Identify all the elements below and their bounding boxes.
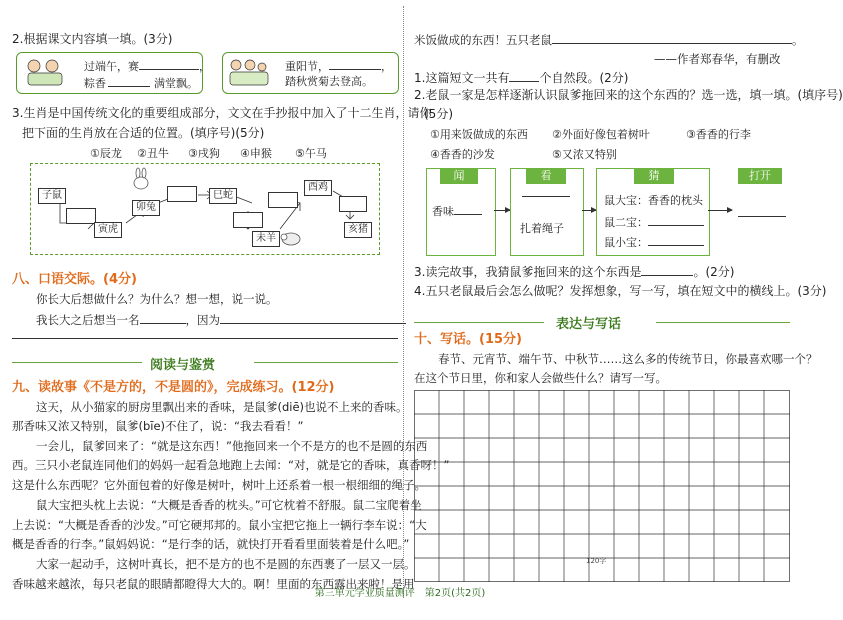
blank-2[interactable] — [108, 75, 150, 87]
story-p9: 大家一起动手，这树叶真长，把不是方的也不是圆的东西裹了一层又一层。 — [36, 557, 416, 571]
q1-blank[interactable] — [509, 70, 539, 82]
q2r-line2: (5分) — [424, 107, 453, 121]
flow-arrow-2 — [582, 210, 596, 211]
chain-blank-3[interactable] — [233, 212, 263, 228]
story-attribution: ——作者郑春华，有删改 — [654, 52, 781, 66]
s8-blank-1[interactable] — [140, 312, 186, 324]
flow-dabao: 鼠大宝：香香的枕头 — [604, 194, 703, 207]
q3-line1: 3.生肖是中国传统文化的重要组成部分，文文在手抄报中加入了十二生肖，请你 — [12, 106, 432, 120]
opt-2: ②外面好像包着树叶 — [552, 128, 650, 141]
section-8-title: 八、口语交际。(4分) — [12, 272, 137, 287]
kids-illustration — [22, 56, 66, 88]
flow-erbao: 鼠二宝： — [604, 216, 648, 229]
flow-header-guess: 猜 — [634, 168, 674, 184]
section-10-title: 十、写话。(15分) — [414, 332, 522, 347]
page-footer: 第三单元学业质量测评 第2页(共2页) — [314, 588, 486, 599]
flow-blank-1[interactable] — [454, 203, 482, 215]
writing-grid[interactable] — [414, 390, 790, 582]
q4r-text: 4.五只老鼠最后会怎么做呢？发挥想象，写一写，填在短文中的横线上。(3分) — [414, 284, 827, 298]
story-p10: 香味越来越浓，每只老鼠的眼睛都瞪得大大的。啊！里面的东西露出来啦！是用 — [12, 577, 415, 591]
q1-text: 1.这篇短文一共有 — [414, 71, 510, 85]
q3-line2: 把下面的生肖放在合适的位置。(填序号)(5分) — [22, 126, 265, 140]
q3r-blank[interactable] — [641, 264, 693, 276]
chain-yinhu: 寅虎 — [94, 222, 122, 238]
flow-xiangwei: 香味 — [432, 205, 454, 218]
q2-title: 2.根据课文内容填一填。(3分) — [12, 32, 173, 46]
box1-line1: 过端午，赛 — [84, 60, 139, 73]
blank-1[interactable] — [139, 58, 199, 70]
flow-blank-2[interactable] — [522, 196, 570, 197]
chain-haizhu: 亥猪 — [344, 222, 372, 238]
story-p5: 这是什么东西呢？它外面包着的好像是树叶，树叶上还系着一根一根细细的绳子。 — [12, 478, 426, 492]
sheep-icon — [280, 230, 302, 248]
chain-blank-2[interactable] — [167, 186, 197, 202]
story-p2: 那香味又浓又特别，鼠爹(bīe)不住了，说：“我去看看！” — [12, 419, 304, 433]
box1-line2a: 粽香 — [84, 77, 106, 90]
q3-option-1: ①辰龙 — [90, 147, 122, 160]
flow-header-open: 打开 — [738, 168, 782, 184]
flow-kunzhe: 扎着绳子 — [520, 222, 564, 235]
chain-zishu: 子鼠 — [38, 188, 66, 204]
grid-count-mark: 120字 — [586, 557, 607, 565]
opt-5: ⑤又浓又特别 — [552, 148, 617, 161]
chain-youji: 酉鸡 — [304, 180, 332, 196]
q3-option-2: ②丑牛 — [137, 147, 169, 160]
banner-writing: 表达与写话 — [556, 317, 622, 332]
q3-option-4: ④申猴 — [240, 147, 272, 160]
chain-blank-5[interactable] — [339, 196, 367, 212]
s8-line2b: ，因为 — [185, 313, 220, 327]
flow-header-look: 看 — [526, 168, 566, 184]
opt-3: ③香香的行李 — [686, 128, 751, 141]
story-p4: 西。三只小老鼠连同他们的妈妈一起看急地跑上去闻：“对，就是它的香味，真香呀！” — [12, 458, 450, 472]
chain-blank-4[interactable] — [268, 192, 298, 208]
flow-xiaobao: 鼠小宝： — [604, 236, 648, 249]
story-p7: 上去说：“大概是香香的沙发。”可它硬邦邦的。鼠小宝把它拖上一辆行李车说：“大 — [12, 518, 427, 532]
story-p1: 这天，从小猫家的厨房里飘出来的香味，是鼠爹(diē)也说不上来的香味。 — [36, 400, 408, 414]
box1-line2b: 满堂飘。 — [154, 77, 198, 90]
story-p6: 鼠大宝把头枕上去说：“大概是香香的枕头。”可它枕着不舒服。鼠二宝爬着坐 — [36, 498, 422, 512]
opt-4: ④香香的沙发 — [430, 148, 495, 161]
chain-maotu: 卯兔 — [132, 200, 160, 216]
banner-reading: 阅读与鉴赏 — [150, 358, 216, 373]
chain-blank-1[interactable] — [66, 208, 96, 224]
story-continuation: 米饭做成的东西！五只老鼠 — [414, 33, 552, 47]
flow-arrow-1 — [494, 210, 510, 211]
rabbit-icon — [130, 168, 152, 190]
flow-header-smell: 闻 — [440, 168, 478, 184]
flow-blank-3[interactable] — [648, 214, 704, 226]
q2r-line1: 2.老鼠一家是怎样逐渐认识鼠爹拖回来的这个东西的？选一选，填一填。(填序号) — [414, 88, 843, 102]
s8-blank-2[interactable] — [220, 312, 406, 324]
chain-sishe: 巳蛇 — [209, 188, 237, 204]
q3-option-3: ③戌狗 — [188, 147, 220, 160]
s8-answer-line[interactable] — [12, 338, 398, 339]
chain-weiyang: 未羊 — [252, 231, 280, 247]
q3r-text-b: 。(2分) — [693, 265, 735, 279]
box2-line2: 踏秋赏菊去登高。 — [285, 75, 373, 88]
blank-3[interactable] — [329, 58, 381, 70]
q1-text-b: 个自然段。(2分) — [539, 71, 629, 85]
opt-1: ①用来饭做成的东西 — [430, 128, 528, 141]
s10-line1: 春节、元宵节、端午节、中秋节……这么多的传统节日，你最喜欢哪一个？ — [438, 352, 818, 366]
story-p8: 概是香香的行李。”鼠妈妈说：“是行李的话，就快打开看看里面装着是什么吧。” — [12, 537, 410, 551]
family-illustration — [226, 56, 270, 88]
flow-blank-5[interactable] — [738, 216, 786, 217]
q3r-text: 3.读完故事，我猜鼠爹拖回来的这个东西是 — [414, 265, 642, 279]
story-ending-blank[interactable] — [552, 32, 792, 44]
s8-line1: 你长大后想做什么？为什么？想一想，说一说。 — [36, 292, 278, 306]
flow-arrow-3 — [708, 210, 732, 211]
flow-blank-4[interactable] — [648, 234, 704, 246]
box2-line1: 重阳节， — [285, 60, 329, 73]
story-p3: 一会儿，鼠爹回来了：“就是这东西！”他拖回来一个不是方的也不是圆的东西 — [36, 439, 428, 453]
s8-line2a: 我长大之后想当一名 — [36, 313, 140, 327]
s10-line2: 在这个节日里，你和家人会做些什么？请写一写。 — [414, 371, 667, 385]
q3-option-5: ⑤午马 — [295, 147, 327, 160]
section-9-title: 九、读故事《不是方的，不是圆的》，完成练习。(12分) — [12, 380, 335, 395]
